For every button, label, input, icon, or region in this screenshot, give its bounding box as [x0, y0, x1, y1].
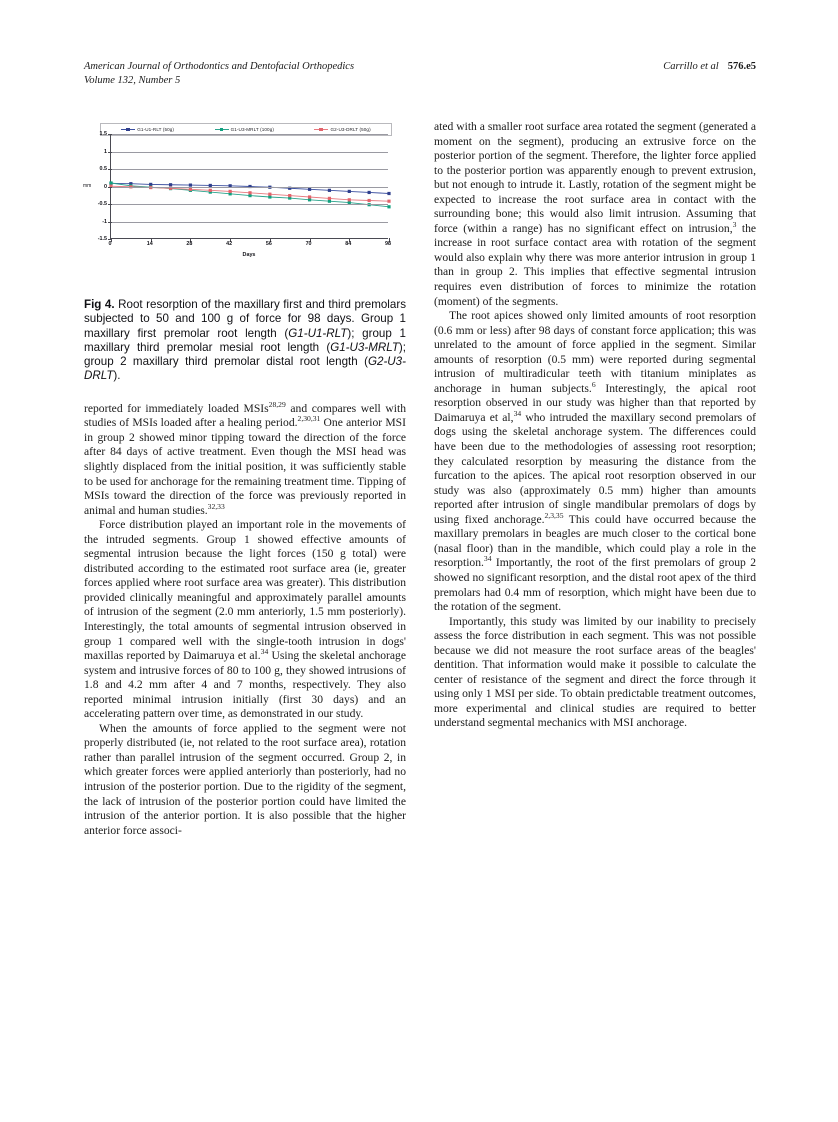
- chart-canvas: [110, 134, 388, 239]
- gridline: [111, 152, 388, 153]
- x-tick-label: 70: [305, 241, 312, 247]
- caption-part-2: ); group 1 maxillary third premolar mesial root length (: [84, 326, 406, 354]
- text-run: This could have occurred because the maxillary premolars in beagles are much closer to the cortical bone (nasal floor) than in the mandible, which could play a role in the resorption.: [434, 512, 756, 570]
- running-head: [84, 60, 756, 88]
- paragraph: [434, 615, 756, 731]
- gridline: [111, 134, 388, 135]
- series-marker: [328, 197, 331, 200]
- text-run: Importantly, the root of the first premolars of group 2 showed no significant resorption, and the distal root apex of the third premolars had 0.4 mm of resorption, which might have been due to the rotation of the segment.: [434, 556, 756, 614]
- journal-volume: Volume 132, Number 5: [84, 75, 181, 86]
- text-run: Interestingly, the apical root resorption observed in our study was higher than that reported by Daimaruya et al,: [434, 381, 756, 424]
- figure-4: [84, 120, 406, 384]
- text-run: the increase in root surface contact area with rotation of the segment would also explain why there was more anterior intrusion in group 1 than in group 2. This implies that effective segmental intrusion requires even distribution of forces to minimize the rotation (moment) of the segments.: [434, 221, 757, 308]
- caption-abbr-3: G2-U3-DRLT: [84, 355, 406, 383]
- paragraph: [84, 722, 406, 838]
- series-marker: [368, 199, 371, 202]
- series-marker: [328, 189, 331, 192]
- legend-label: G1-U1-RLT (50g): [137, 127, 175, 132]
- y-tick-label: 0.5: [99, 166, 107, 172]
- y-tick-label: -1: [102, 218, 107, 225]
- y-tick: [108, 222, 112, 223]
- legend-label: G2-U3-DRLT (50g): [330, 127, 371, 132]
- citation-superscript: 6: [591, 379, 596, 389]
- text-run: reported for immediately loaded MSIs: [84, 401, 269, 415]
- series-marker: [308, 195, 311, 198]
- text-run: Using the skeletal anchorage system and intrusive forces of 80 to 100 g, they showed intrusions of 1.8 and 4.2 mm after 4 and 7 months, respectively. They also reported minimal intrusion initially (first 30 days) and an accelerating pattern over time, as demonstrated in our study.: [84, 649, 406, 721]
- legend-marker-icon: [126, 128, 130, 132]
- y-tick: [108, 152, 112, 153]
- citation-superscript: 28,29: [268, 399, 286, 409]
- text-run: ated with a smaller root surface area rotated the segment (generated a moment on the segment), producing an extrusive force on the posterior portion of the segment. Therefore, the lighter force applied to the posterior portion was apparently enough to prevent extrusion, but not enough to intrude it. Lastly, rotation of the segment might be expected to increase the root surface area in contact with the surrounding bone; this would also limit intrusion. Assuming that force (within a range) has no significant effect on intrusion,: [434, 120, 756, 235]
- citation-superscript: 34: [513, 409, 522, 419]
- text-run: who intruded the maxillary second premolars of dogs using the skeletal anchorage system. The differences could have been due to the methodologies of assessing root resorption; they calculated resorption by measuring the distance from the furcation to the apices. The apical root resorption observed in our study was also (approximately 0.5 mm) higher than amounts reported after intrusion of single mandibular premolars of dogs by using fixed anchorage.: [434, 410, 757, 526]
- caption-abbr-2: G1-U3-MRLT: [330, 340, 399, 354]
- chart-root-resorption: [84, 120, 406, 290]
- y-tick: [108, 204, 112, 205]
- paragraph: [434, 309, 756, 614]
- caption-part-1: Root resorption of the maxillary first and third premolars subjected to 50 and 100 g of force for 98 days. Group 1 maxillary first premolar root length (: [84, 298, 406, 340]
- series-marker: [308, 198, 311, 201]
- left-column: [84, 120, 406, 838]
- journal-title: American Journal of Orthodontics and Dentofacial Orthopedics: [84, 61, 355, 72]
- text-run: When the amounts of force applied to the segment were not properly distributed (ie, not related to the root surface area), rotation rather than parallel intrusion of the segment occurred. Group 2, in which greater forces were applied anteriorly than posteriorly, had no intrusion of the posterior portion. Due to the rigidity of the segment, the lack of intrusion of the posterior portion could have limited the intrusion of the anterior portion. It is also possible that the higher anterior force associ-: [84, 721, 406, 837]
- figure-caption: [84, 298, 406, 384]
- y-tick: [108, 134, 112, 135]
- y-tick: [108, 187, 112, 188]
- series-marker: [248, 191, 251, 194]
- x-tick-label: 28: [186, 241, 193, 247]
- series-marker: [387, 205, 390, 208]
- right-column-text: [434, 120, 756, 731]
- citation-superscript: 34: [483, 554, 492, 564]
- gridline: [111, 169, 388, 170]
- left-column-text: [84, 399, 406, 838]
- figure-label: Fig 4.: [84, 298, 115, 311]
- legend-line-icon: [314, 129, 328, 130]
- legend-marker-icon: [319, 128, 323, 132]
- legend-label: G1-U3-MRLT (100g): [230, 127, 274, 132]
- spacer: [84, 384, 406, 402]
- paragraph: [84, 518, 406, 722]
- text-run: One anterior MSI in group 2 showed minor tipping toward the direction of the force after 84 days of active treatment. Even though the MSI head was slightly displaced from the initial position, it was sufficiently stable to be used for anchorage for the remaining treatment time. Tipping of MSIs toward the direction of the force was previously reported in animal and human studies.: [84, 416, 406, 517]
- x-axis-labels: [108, 241, 391, 251]
- series-marker: [109, 181, 112, 184]
- x-tick-label: 84: [345, 241, 352, 247]
- series-marker: [368, 191, 371, 194]
- y-axis-title: mm: [83, 183, 92, 189]
- y-tick-label: 1: [104, 148, 107, 155]
- author-names: Carrillo et al: [663, 61, 719, 72]
- right-column: [434, 120, 756, 731]
- caption-part-4: ).: [113, 369, 121, 383]
- x-tick-label: 0: [108, 241, 112, 247]
- series-marker: [308, 188, 311, 191]
- text-run: The root apices showed only limited amounts of root resorption (0.6 mm or less) after 98 days of constant force application; this was unrelated to the amount of force applied in the segment. Similar amounts of resorption (0.5 mm) were reported during segmental intrusion of multiradicular teeth with titanium miniplates as anchorage in human subjects.: [434, 309, 756, 395]
- citation-superscript: 32,33: [207, 501, 225, 511]
- y-tick-label: 1.5: [99, 131, 107, 137]
- legend-item: [314, 127, 370, 132]
- y-tick: [108, 169, 112, 170]
- series-marker: [348, 190, 351, 193]
- series-marker: [268, 195, 271, 198]
- x-tick-label: 14: [146, 241, 153, 247]
- y-tick-label: 0: [104, 183, 107, 190]
- series-marker: [328, 200, 331, 203]
- series-marker: [229, 190, 232, 193]
- legend-item: [121, 127, 174, 132]
- x-tick-label: 42: [226, 241, 233, 247]
- text-run: and compares well with studies of MSIs loaded after a healing period.: [84, 401, 406, 430]
- header-right: [663, 60, 756, 74]
- paragraph: [84, 399, 406, 518]
- gridline: [111, 222, 388, 223]
- two-column-body: [84, 120, 756, 1050]
- legend-line-icon: [215, 129, 229, 130]
- text-run: Force distribution played an important role in the movements of the intruded segments. Group 1 showed effective amounts of segmental intrusion because the light forces (150 g total) were distributed according to the estimated root surface area (ie, greater forces applied where root surface area was greater). This distribution provided clinically meaningful and approximately parallel amounts of intrusion of the segment (2.0 mm anteriorly, 1.5 mm posteriorly). Interestingly, the total amounts of segmental intrusion observed in group 1 compared well with the single-tooth intrusion in dogs' maxillas reported by Daimaruya et al.: [84, 518, 406, 663]
- y-tick-label: -0.5: [97, 201, 107, 207]
- series-marker: [288, 194, 291, 197]
- series-marker: [209, 189, 212, 192]
- x-tick-label: 56: [265, 241, 272, 247]
- series-marker: [268, 193, 271, 196]
- series-marker: [348, 198, 351, 201]
- citation-superscript: 3: [732, 219, 737, 229]
- chart-plot-area: [83, 131, 406, 259]
- gridline: [111, 187, 388, 188]
- x-tick-label: 98: [385, 241, 391, 247]
- caption-part-3: ); group 2 maxillary third premolar distal root length (: [84, 340, 406, 369]
- text-run: Importantly, this study was limited by our inability to precisely assess the force distribution in each segment. This was not possible because we did not measure the root surface areas of the beagles' dentition. That information would make it possible to calculate the center of resistance of the segment and direct the force through it using only 1 MSI per side. To obtain predictable treatment outcomes, more experimental and clinical studies are required to better understand segmental mechanics with MSI anchorage.: [434, 614, 756, 730]
- legend-line-icon: [121, 129, 135, 130]
- series-marker: [387, 200, 390, 203]
- journal-info: [84, 60, 354, 88]
- caption-abbr-1: G1-U1-RLT: [288, 326, 348, 340]
- legend-marker-icon: [220, 128, 224, 132]
- series-marker: [189, 188, 192, 191]
- series-marker: [248, 194, 251, 197]
- y-tick-label: -1.5: [97, 236, 107, 242]
- gridline: [111, 204, 388, 205]
- citation-superscript: 2,3,35: [544, 510, 564, 520]
- citation-superscript: 34: [260, 647, 269, 657]
- x-axis-title: Days: [242, 252, 256, 258]
- citation-superscript: 2,30,31: [297, 414, 321, 424]
- series-marker: [387, 192, 390, 195]
- paragraph: [434, 120, 756, 309]
- legend-item: [215, 127, 274, 132]
- page-number: 576.e5: [727, 61, 756, 72]
